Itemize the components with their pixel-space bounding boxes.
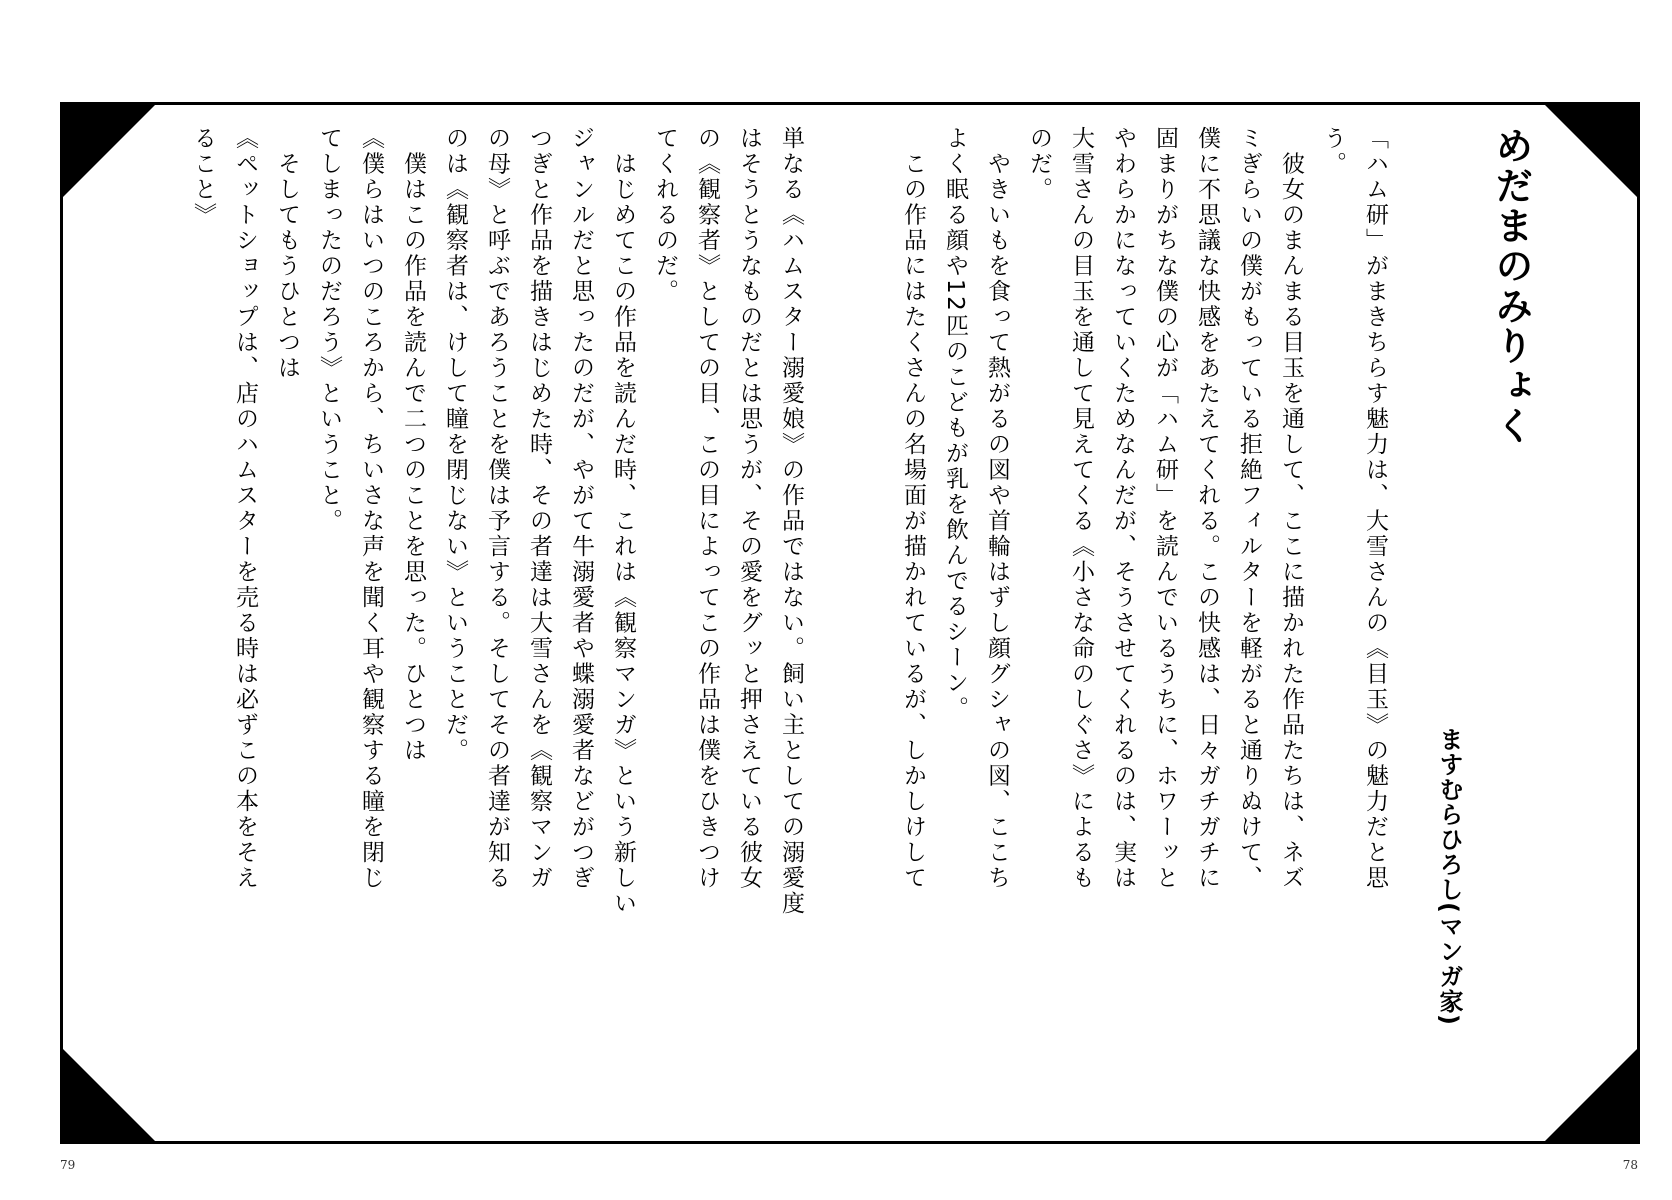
- text-line: はそうとうなものだとは思うが、その愛をグッと押さえている彼女: [736, 126, 762, 891]
- text-line: 固まりがちな僕の心が「ハム研」を読んでいるうちに、ホワーッと: [1152, 126, 1178, 891]
- text-line: ミぎらいの僕がもっている拒絶フィルターを軽がると通りぬけて、: [1236, 126, 1262, 891]
- text-line: 彼女のまんまる目玉を通して、ここに描かれた作品たちは、ネズ: [1278, 126, 1304, 891]
- right-page-column: [892, 126, 1542, 1026]
- text-line: 大雪さんの目玉を通して見えてくる《小さな命のしぐさ》によるも: [1068, 126, 1094, 891]
- corner-ornament-top-left: [63, 105, 155, 197]
- corner-ornament-bottom-left: [63, 1049, 155, 1141]
- page-number-left: 79: [60, 1158, 76, 1172]
- text-line: 僕に不思議な快感をあたえてくれる。この快感は、日々ガチガチに: [1194, 126, 1220, 891]
- text-line: やきいもを食って熱がるの図や首輪はずし顔グシャの図、ここち: [984, 126, 1010, 891]
- article-title: めだまのみりょく: [1489, 126, 1533, 446]
- text-line: そしてもうひとつは: [274, 126, 300, 381]
- article-author: ますむらひろし(マンガ家): [1435, 727, 1463, 1026]
- text-line: のは《観察者は、けして瞳を閉じない》ということだ。: [442, 126, 468, 764]
- text-line: ジャンルだと思ったのだが、やがて牛溺愛者や蝶溺愛者などがつぎ: [568, 126, 594, 891]
- column-spacer: [1396, 126, 1418, 1026]
- text-line: 僕はこの作品を読んで二つのことを思った。ひとつは: [400, 126, 426, 764]
- text-line: の母》と呼ぶであろうことを僕は予言する。そしてその者達が知る: [484, 126, 510, 891]
- corner-ornament-top-right: [1545, 105, 1637, 197]
- left-page-column: [182, 126, 812, 1026]
- text-line: 単なる《ハムスター溺愛娘》の作品ではない。飼い主としての溺愛度: [778, 126, 804, 917]
- page-number-right: 78: [1622, 1158, 1638, 1172]
- text-line: てしまったのだろう》ということ。: [316, 126, 342, 534]
- text-line: つぎと作品を描きはじめた時、その者達は大雪さんを《観察マンガ: [526, 126, 552, 891]
- text-line: のだ。: [1026, 126, 1052, 203]
- text-line: う。: [1320, 126, 1346, 177]
- text-line: この作品にはたくさんの名場面が描かれているが、しかしけして: [900, 126, 926, 891]
- text-line: 《ペットショップは、店のハムスターを売る時は必ずこの本をそえ: [232, 126, 258, 891]
- text-line: てくれるのだ。: [652, 126, 678, 305]
- text-line: やわらかになっていくためなんだが、そうさせてくれるのは、実は: [1110, 126, 1136, 891]
- text-line: よく眠る顔や12匹のこどもが乳を飲んでるシーン。: [942, 126, 968, 722]
- corner-ornament-bottom-right: [1545, 1049, 1637, 1141]
- text-line: ること》: [190, 126, 216, 228]
- text-line: 《僕らはいつのころから、ちいさな声を聞く耳や観察する瞳を閉じ: [358, 126, 384, 891]
- text-line: 「ハム研」がまきちらす魅力は、大雪さんの《目玉》の魅力だと思: [1362, 126, 1388, 891]
- text-line: はじめてこの作品を読んだ時、これは《観察マンガ》という新しい: [610, 126, 636, 917]
- text-line: の《観察者》としての目、この目によってこの作品は僕をひきつけ: [694, 126, 720, 891]
